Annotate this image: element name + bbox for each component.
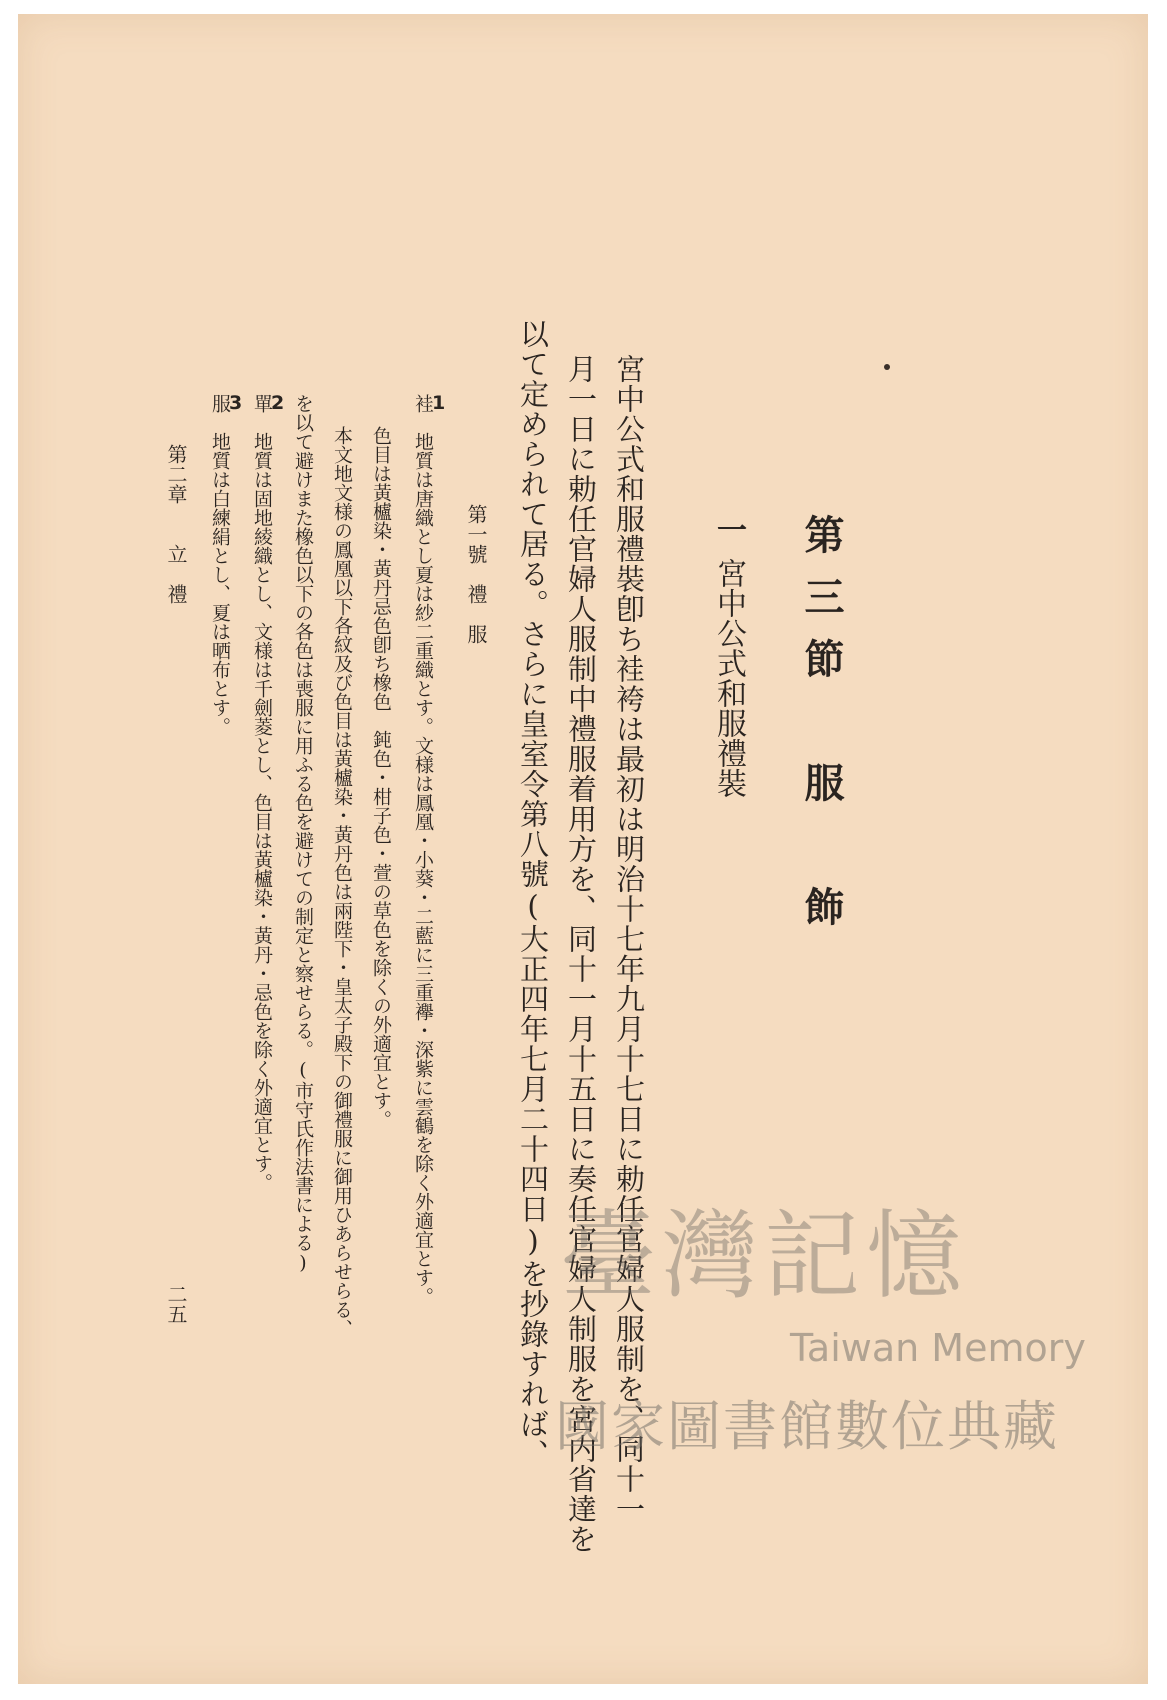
- heading-text: 宮中公式和服禮裝: [711, 558, 746, 798]
- chapter-footer: 第二章 立 禮: [164, 444, 188, 604]
- heading-number: 一: [711, 514, 746, 544]
- watermark-chinese: 國家圖書館數位典藏: [555, 1395, 1059, 1458]
- body-column: 月一日に勅任官婦人服制中禮服着用方を、同十一月十五日に奏任官婦人制服を宮内省達を: [564, 354, 598, 1554]
- item-text: 單 地質は固地綾織とし、文様は千劍菱とし、色目は黃櫨染・黃丹・忌色を除く外適宜とす。: [251, 394, 273, 1192]
- item-number: 1: [432, 392, 446, 414]
- watermark-english: Taiwan Memory: [790, 1326, 1086, 1370]
- item-column: [252, 394, 284, 1192]
- item-text: 色目は黃櫨染・黃丹忌色卽ち橡色 鈍色・柑子色・萱の草色を除くの外適宜とす。: [370, 426, 392, 1129]
- item-number: 3: [229, 392, 243, 414]
- page-number: 二五: [164, 1284, 188, 1324]
- item-column: [210, 394, 242, 736]
- item-text: 服 地質は白練絹とし、夏は晒布とす。: [209, 394, 231, 736]
- watermark-calligraphy: 臺灣記憶: [560, 1200, 968, 1312]
- item-text: 袿 地質は唐織とし夏は紗二重織とす。文様は鳳凰・小葵・二藍に三重襷・深紫に雲鶴を除く外適宜とす。: [412, 394, 434, 1306]
- item-text: 本文地文様の鳳凰以下各紋及び色目は黃櫨染・黃丹色は兩陛下・皇太子殿下の御禮服に御用ひあらせらる、: [331, 426, 353, 1338]
- item-number: 2: [271, 392, 285, 414]
- body-column: 宮中公式和服禮裝卽ち袿袴は最初は明治十七年九月十七日に勅任官婦人服制を、同十一: [612, 354, 646, 1524]
- subheading: 第一號 禮 服: [464, 504, 488, 644]
- body-column: 以て定められて居る。さらに皇室令第八號(大正四年七月二十四日)を抄錄すれば、: [516, 319, 550, 1469]
- section-title: 第三節 服 飾: [798, 514, 845, 948]
- item-text: を以て避けまた橡色以下の各色は喪服に用ふる色を避けての制定と察せらる。(市守氏作法書による): [292, 394, 314, 1274]
- item-column: [413, 394, 445, 1306]
- ink-dot: [884, 364, 890, 370]
- section-heading: [706, 514, 750, 798]
